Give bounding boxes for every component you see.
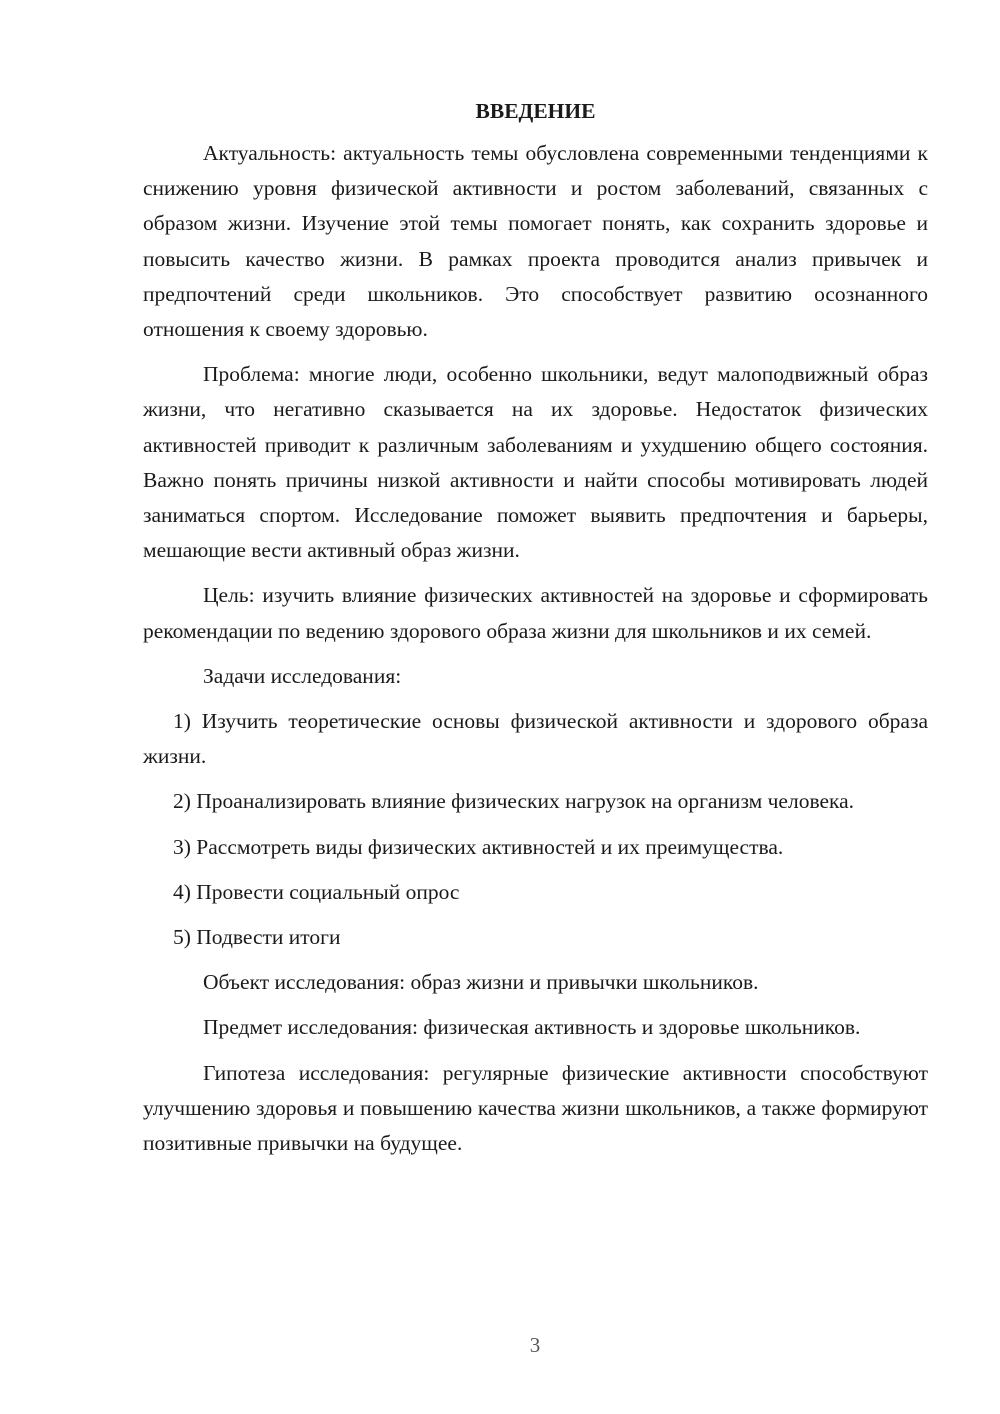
task-item-3: 3) Рассмотреть виды физических активностей и их преимущества.: [173, 834, 784, 859]
paragraph-subject: Предмет исследования: физическая активность и здоровье школьников.: [203, 1015, 861, 1040]
page-number: 3: [529, 1333, 541, 1357]
document-page: [143, 96, 928, 1171]
paragraph-tasks-intro: Задачи исследования:: [203, 663, 402, 688]
task-item-2: 2) Проанализировать влияние физических нагрузок на организм человека.: [173, 789, 855, 814]
task-item-1: 1) Изучить теоретические основы физической активности и здорового образа жизни.: [143, 709, 928, 769]
paragraph-relevance: Актуальность: актуальность темы обусловлена современными тенденциями к снижению уровня физической активности и ростом заболеваний, связанных с образом жизни. Изучение этой темы помогает понять, как сохранить здоровье и повысить качество жизни. В рамках проекта проводится анализ привычек и предпочтений среди школьников. Это способствует развитию осознанного отношения к своему здоровью.: [143, 141, 928, 342]
task-item-4: 4) Провести социальный опрос: [173, 879, 460, 904]
paragraph-problem: Проблема: многие люди, особенно школьники, ведут малоподвижный образ жизни, что негативно сказывается на их здоровье. Недостаток физических активностей приводит к различным заболеваниям и ухудшению общего состояния. Важно понять причины низкой активности и найти способы мотивировать людей заниматься спортом. Исследование поможет выявить предпочтения и барьеры, мешающие вести активный образ жизни.: [143, 362, 928, 563]
paragraph-object: Объект исследования: образ жизни и привычки школьников.: [203, 970, 759, 995]
task-item-5: 5) Подвести итоги: [173, 925, 341, 950]
section-heading: ВВЕДЕНИЕ: [475, 99, 596, 123]
paragraph-goal: Цель: изучить влияние физических активностей на здоровье и сформировать рекомендации по ведению здорового образа жизни для школьников и их семей.: [143, 583, 928, 643]
paragraph-hypothesis: Гипотеза исследования: регулярные физические активности способствуют улучшению здоровья и повышению качества жизни школьников, а также формируют позитивные привычки на будущее.: [143, 1060, 928, 1156]
